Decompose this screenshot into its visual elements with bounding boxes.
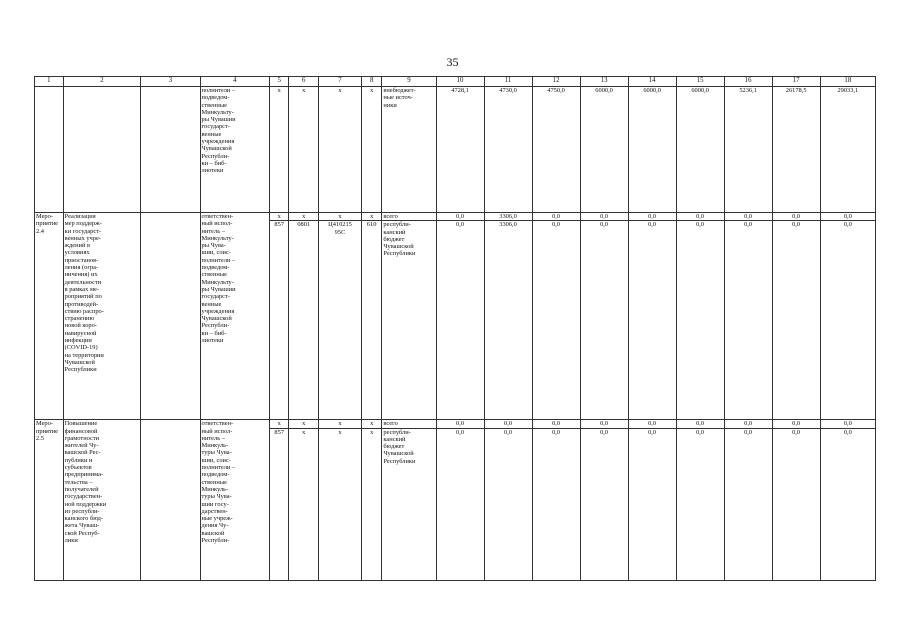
measure-code: Меро- приятие 2.5 (35, 420, 64, 580)
amount-cell: 0,0 (676, 221, 724, 420)
grbs-code: x (270, 213, 289, 221)
column-header-9: 9 (382, 77, 436, 87)
amount-cell: 0,0 (532, 420, 580, 428)
amount-cell: 0,0 (820, 420, 875, 428)
header-row (35, 77, 876, 87)
section-code: 0801 (289, 221, 319, 420)
amount-cell: 6000,0 (580, 87, 628, 213)
target-indicator (141, 420, 200, 580)
target-article-code: x (319, 213, 362, 221)
amount-cell: 0,0 (676, 428, 724, 580)
amount-cell: 26178,5 (772, 87, 820, 213)
column-header-1: 1 (35, 77, 64, 87)
amount-cell: 0,0 (484, 428, 532, 580)
amount-cell: 0,0 (436, 213, 484, 221)
executors: ответствен- ный испол- нитель – Минкульту- ры Чува- шии, соис- полнители – подведом- ственные Минкульту- ры Чувашии государст- венные учреждения Чувашской Республи- ки – биб- лиотеки (200, 213, 269, 420)
amount-cell: 4750,0 (532, 87, 580, 213)
section-code: x (289, 428, 319, 580)
amount-cell: 0,0 (580, 213, 628, 221)
funding-source: республи- канский бюджет Чувашской Республики (382, 428, 436, 580)
measure-name: Реализация мер поддерж- ки государст- венных учре- ждений в условиях приостанов- ления (огра- ничения) их деятельности в рамках ме- роприятий по противодей- ствию распро- странению новой коро- навирусной инфекции (COVID-19) на территории Чувашской Республики (63, 213, 141, 420)
amount-cell: 0,0 (724, 428, 772, 580)
amount-cell: 0,0 (820, 213, 875, 221)
column-header-2: 2 (63, 77, 141, 87)
table-row (35, 87, 876, 213)
target-article-code: x (319, 87, 362, 213)
executors: полнители – подведом- ственные Минкульту- ры Чувашии государст- венные учреждения Чувашской Республи- ки – биб- лиотеки (200, 87, 269, 213)
column-header-8: 8 (361, 77, 381, 87)
amount-cell: 0,0 (532, 213, 580, 221)
expense-type-code: x (361, 213, 381, 221)
amount-cell: 0,0 (532, 221, 580, 420)
expense-type-code: x (361, 87, 381, 213)
column-header-16: 16 (724, 77, 772, 87)
column-header-17: 17 (772, 77, 820, 87)
column-header-7: 7 (319, 77, 362, 87)
column-header-14: 14 (628, 77, 676, 87)
target-article-code: Ц410215 95С (319, 221, 362, 420)
table-row (35, 213, 876, 221)
column-header-15: 15 (676, 77, 724, 87)
amount-cell: 0,0 (628, 420, 676, 428)
amount-cell: 0,0 (436, 221, 484, 420)
target-article-code: x (319, 428, 362, 580)
amount-cell: 3306,0 (484, 221, 532, 420)
column-header-11: 11 (484, 77, 532, 87)
amount-cell: 5236,1 (724, 87, 772, 213)
amount-cell: 4730,0 (484, 87, 532, 213)
amount-cell: 0,0 (436, 428, 484, 580)
expense-type-code: 610 (361, 221, 381, 420)
amount-cell: 0,0 (436, 420, 484, 428)
target-article-code: x (319, 420, 362, 428)
amount-cell: 4728,1 (436, 87, 484, 213)
amount-cell: 0,0 (628, 221, 676, 420)
amount-cell: 0,0 (724, 213, 772, 221)
column-header-5: 5 (270, 77, 289, 87)
page-number: 35 (446, 55, 459, 69)
measure-code (35, 87, 64, 213)
amount-cell: 0,0 (772, 420, 820, 428)
section-code: x (289, 420, 319, 428)
section-code: x (289, 213, 319, 221)
funding-source: всего (382, 213, 436, 221)
table-row (35, 420, 876, 428)
amount-cell: 3306,0 (484, 213, 532, 221)
grbs-code: 857 (270, 428, 289, 580)
amount-cell: 0,0 (724, 420, 772, 428)
funding-source: всего (382, 420, 436, 428)
amount-cell: 6000,0 (676, 87, 724, 213)
amount-cell: 0,0 (676, 420, 724, 428)
funding-source: республи- канский бюджет Чувашской Республики (382, 221, 436, 420)
amount-cell: 0,0 (628, 213, 676, 221)
grbs-code: 857 (270, 221, 289, 420)
grbs-code: x (270, 420, 289, 428)
budget-table (34, 76, 876, 581)
amount-cell: 0,0 (820, 221, 875, 420)
target-indicator (141, 87, 200, 213)
measure-code: Меро- приятие 2.4 (35, 213, 64, 420)
amount-cell: 0,0 (676, 213, 724, 221)
measure-name (63, 87, 141, 213)
amount-cell: 6000,0 (628, 87, 676, 213)
amount-cell: 0,0 (772, 428, 820, 580)
amount-cell: 0,0 (772, 213, 820, 221)
amount-cell: 0,0 (580, 420, 628, 428)
funding-source: внебюджет- ные источ- ники (382, 87, 436, 213)
section-code: x (289, 87, 319, 213)
amount-cell: 0,0 (484, 420, 532, 428)
amount-cell: 29033,1 (820, 87, 875, 213)
measure-name: Повышение финансовой грамотности жителей Чу- вашской Рес- публики и субъектов предпринима- тельства – получателей государствен- ной поддержки из республи- канского бюд- жета Чуваш- ской Респуб- лики (63, 420, 141, 580)
executors: ответствен- ный испол- нитель – Минкуль- туры Чува- шии, соис- полнители – подведом- ственные Минкуль- туры Чува- шии госу- дарствен- ные учреж- дения Чу- вашской Республи- (200, 420, 269, 580)
grbs-code: x (270, 87, 289, 213)
amount-cell: 0,0 (628, 428, 676, 580)
amount-cell: 0,0 (580, 221, 628, 420)
amount-cell: 0,0 (724, 221, 772, 420)
column-header-4: 4 (200, 77, 269, 87)
column-header-12: 12 (532, 77, 580, 87)
amount-cell: 0,0 (772, 221, 820, 420)
amount-cell: 0,0 (532, 428, 580, 580)
target-indicator (141, 213, 200, 420)
expense-type-code: x (361, 428, 381, 580)
amount-cell: 0,0 (820, 428, 875, 580)
column-header-18: 18 (820, 77, 875, 87)
column-header-10: 10 (436, 77, 484, 87)
amount-cell: 0,0 (580, 428, 628, 580)
column-header-3: 3 (141, 77, 200, 87)
column-header-6: 6 (289, 77, 319, 87)
column-header-13: 13 (580, 77, 628, 87)
expense-type-code: x (361, 420, 381, 428)
